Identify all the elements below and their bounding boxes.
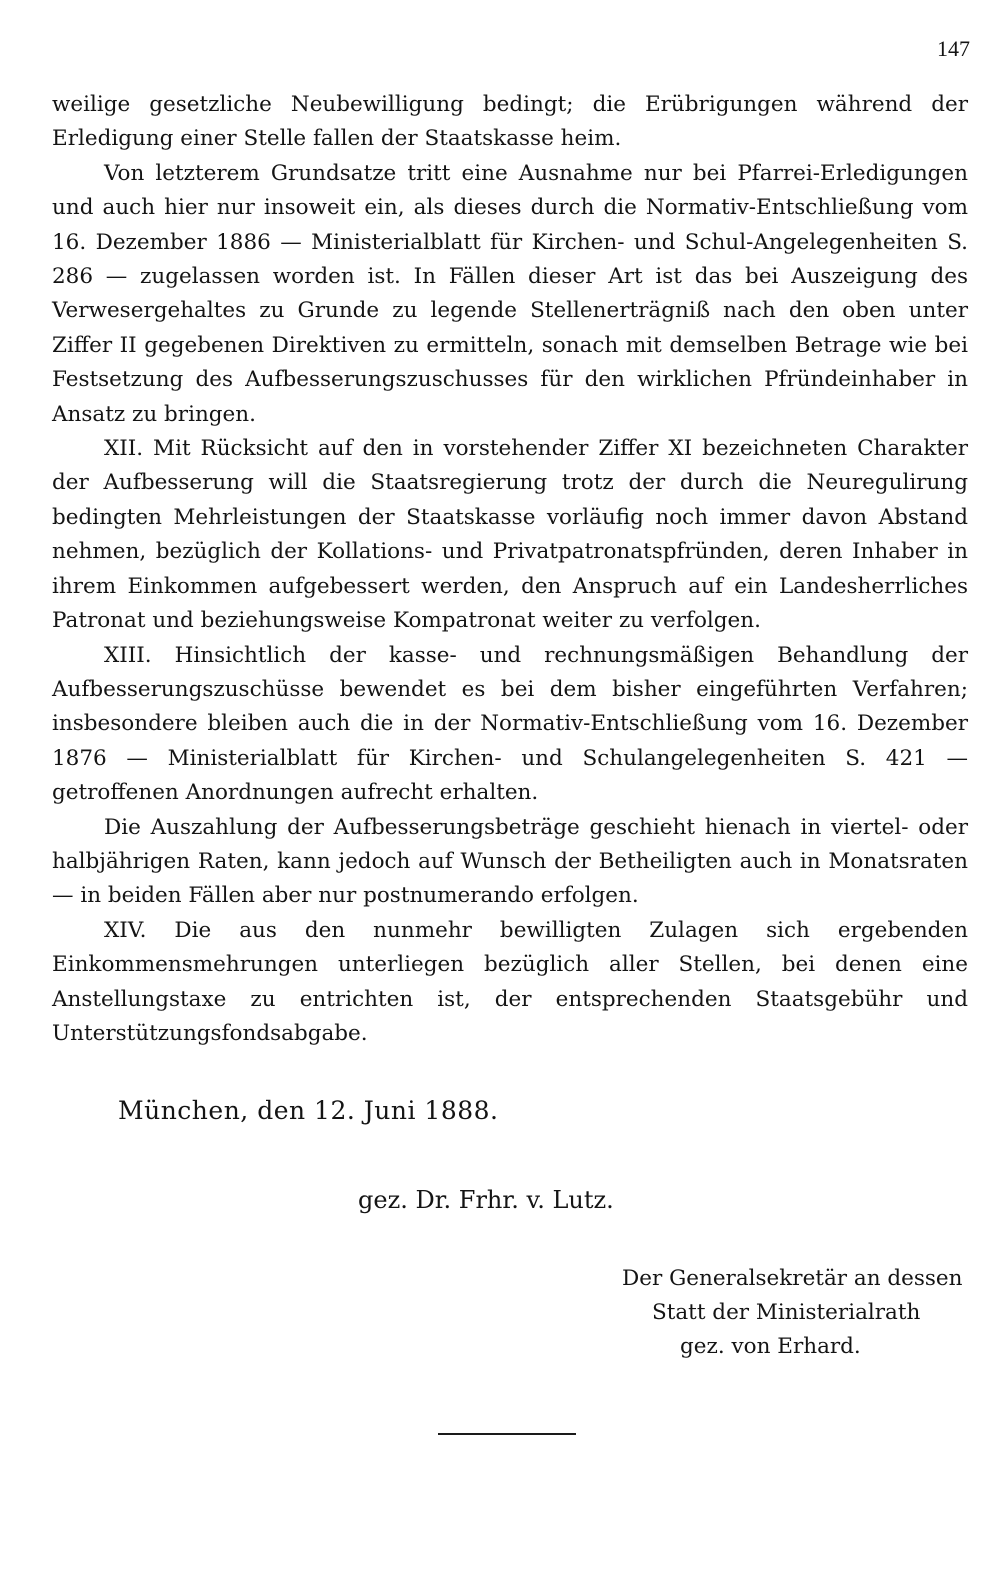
paragraph-section-xiii: XIII. Hinsichtlich der kasse- und rechnungsmäßigen Behandlung der Aufbesserungszuschüsse bewendet es bei dem bisher eingeführten Verfahren; insbesondere bleiben auch die in der Normativ-Entschließung vom 16. Dezember 1876 — Ministerialblatt für Kirchen- und Schulangelegenheiten S. 421 — getroffenen Anordnungen aufrecht erhalten. xyxy=(52,642,968,806)
paragraph-continuation: weilige gesetzliche Neubewilligung bedingt; die Erübrigungen während der Erledigung einer Stelle fallen der Staatskasse heim. xyxy=(52,92,968,152)
body-text xyxy=(52,88,968,1051)
paragraph-section-xiv: XIV. Die aus den nunmehr bewilligten Zulagen sich ergebenden Einkommensmehrungen unterliegen bezüglich aller Stellen, bei denen eine Anstellungstaxe zu entrichten ist, der entsprechenden Staatsgebühr und Unterstützungsfondsabgabe. xyxy=(52,917,968,1046)
secretary-line-2: Statt der Ministerialrath xyxy=(652,1300,921,1325)
paragraph-payment: Die Auszahlung der Aufbesserungsbeträge geschieht hienach in viertel- oder halbjährigen Raten, kann jedoch auf Wunsch der Betheiligten auch in Monatsraten — in beiden Fällen aber nur postnumerando erfolgen. xyxy=(52,814,968,909)
signature-minister: gez. Dr. Frhr. v. Lutz. xyxy=(358,1186,614,1214)
closing-rule xyxy=(438,1433,576,1435)
signature-secretary xyxy=(600,1262,980,1364)
secretary-line-3: gez. von Erhard. xyxy=(680,1334,861,1359)
place-date: München, den 12. Juni 1888. xyxy=(118,1096,499,1125)
page-number: 147 xyxy=(937,36,970,61)
paragraph-section-xii: XII. Mit Rücksicht auf den in vorstehender Ziffer XI bezeichneten Charakter der Aufbesserung will die Staatsregierung trotz der durch die Neuregulirung bedingten Mehrleistungen der Staatskasse vorläufig noch immer davon Abstand nehmen, bezüglich der Kollations- und Privatpatronatspfründen, deren Inhaber in ihrem Einkommen aufgebessert werden, den Anspruch auf ein Landesherrliches Patronat und beziehungsweise Kompatronat weiter zu verfolgen. xyxy=(52,436,968,634)
secretary-line-1: Der Generalsekretär an dessen xyxy=(622,1266,963,1291)
paragraph-exception: Von letzterem Grundsatze tritt eine Ausnahme nur bei Pfarrei-Erledigungen und auch hier nur insoweit ein, als dieses durch die Normativ-Entschließung vom 16. Dezember 1886 — Ministerialblatt für Kirchen- und Schul-Angelegenheiten S. 286 — zugelassen worden ist. In Fällen dieser Art ist das bei Auszeigung des Verwesergehaltes zu Grunde zu legende Stellenerträgniß nach den oben unter Ziffer II gegebenen Direktiven zu ermitteln, sonach mit demselben Betrage wie bei Festsetzung des Aufbesserungszuschusses für den wirklichen Pfründeinhaber in Ansatz zu bringen. xyxy=(52,160,968,427)
